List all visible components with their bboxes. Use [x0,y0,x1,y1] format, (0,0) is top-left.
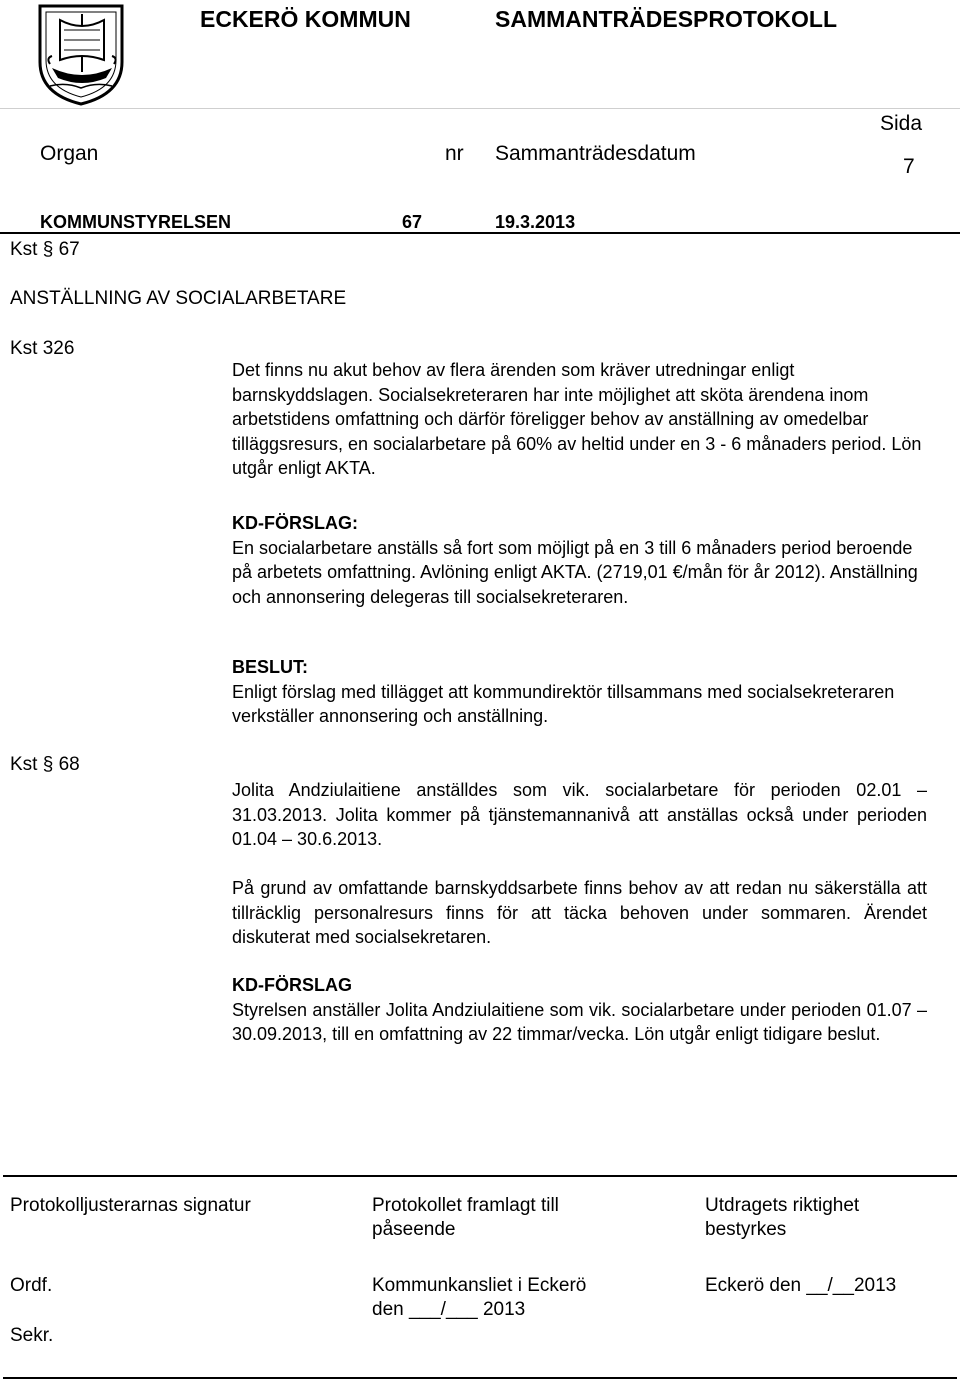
document-type: SAMMANTRÄDESPROTOKOLL [495,6,838,32]
municipality-name: ECKERÖ KOMMUN [200,6,411,32]
decision-label: BESLUT: [232,657,308,677]
date-label: Sammanträdesdatum [495,142,696,165]
footer-col1-title: Protokolljusterarnas signatur [10,1195,251,1216]
nr-label: nr [445,142,464,165]
footer-col3-title-1: Utdragets riktighet [705,1195,860,1216]
ordf-label: Ordf. [10,1275,53,1296]
kst-side-note-2: Kst § 68 [10,754,80,775]
nr-value: 67 [402,212,423,232]
proposal-1-text: En socialarbetare anställs så fort som möjligt på en 3 till 6 månaders period beroende på arbetets omfattning. Avlöning enligt AKTA. (2719,01 €/mån för år 2012). Anställning och annonsering delegeras till socialsekreteraren. [232,537,918,607]
kst-side-note-1: Kst 326 [10,338,75,359]
proposal-2-text: Styrelsen anställer Jolita Andziulaitiene som vik. socialarbetare under perioden 01.07 – 30.09.2013, till en omfattning av 22 timmar/vecka. Lön utgår enligt tidigare beslut. [232,999,927,1044]
footer-col2-title-2: påseende [372,1219,456,1240]
followup-2-text: På grund av omfattande barnskyddsarbete finns behov av att redan nu säkerställa att tillräcklig personalresurs finns för att täcka behoven under sommaren. Ärendet diskuterat med socialsekretaren. [232,878,927,947]
place-line-2: den ___/___ 2013 [372,1299,526,1320]
followup-paragraph-1 [232,778,927,852]
organ-label: Organ [40,142,99,165]
decision-text: Enligt förslag med tillägget att kommundirektör tillsammans med socialsekreteraren verkställer annonsering och anställning. [232,681,895,726]
followup-paragraph-2 [232,876,927,950]
header-divider [0,108,960,109]
place-line-1: Kommunkansliet i Eckerö [372,1275,587,1296]
header-rule [0,232,960,234]
decision [232,655,927,729]
proposal-2 [232,973,927,1047]
viking-ship-crest-icon [2,2,170,106]
organ-value: KOMMUNSTYRELSEN [40,212,232,232]
kst-reference: Kst § 67 [10,239,80,260]
proposal-1 [232,511,927,609]
proposal-1-label: KD-FÖRSLAG: [232,513,358,533]
certify-line: Eckerö den __/__2013 [705,1275,897,1296]
section-heading: ANSTÄLLNING AV SOCIALARBETARE [10,288,347,309]
intro-paragraph [232,358,927,481]
followup-1-text: Jolita Andziulaitiene anställdes som vik. socialarbetare för perioden 02.01 – 31.03.2013. Jolita kommer på tjänstemannanivå att anställas också under perioden 01.04 – 30.6.2013. [232,780,927,849]
footer-col2-title-1: Protokollet framlagt till [372,1195,559,1216]
footer-col3-title-2: bestyrkes [705,1219,787,1240]
intro-text: Det finns nu akut behov av flera ärenden som kräver utredningar enligt barnskyddslagen. Socialsekreteraren har inte möjlighet att sköta ärendena inom arbetstidens omfattning och därför föreligger behov av anställning av omedelbar tilläggsresurs, en socialarbetare på 60% av heltid under en 3 - 6 månaders period. Lön utgår enligt AKTA. [232,360,922,478]
sekr-label: Sekr. [10,1325,54,1346]
page-label: Sida [880,112,923,135]
page-number: 7 [903,155,915,178]
date-value: 19.3.2013 [495,212,576,232]
proposal-2-label: KD-FÖRSLAG [232,975,352,995]
